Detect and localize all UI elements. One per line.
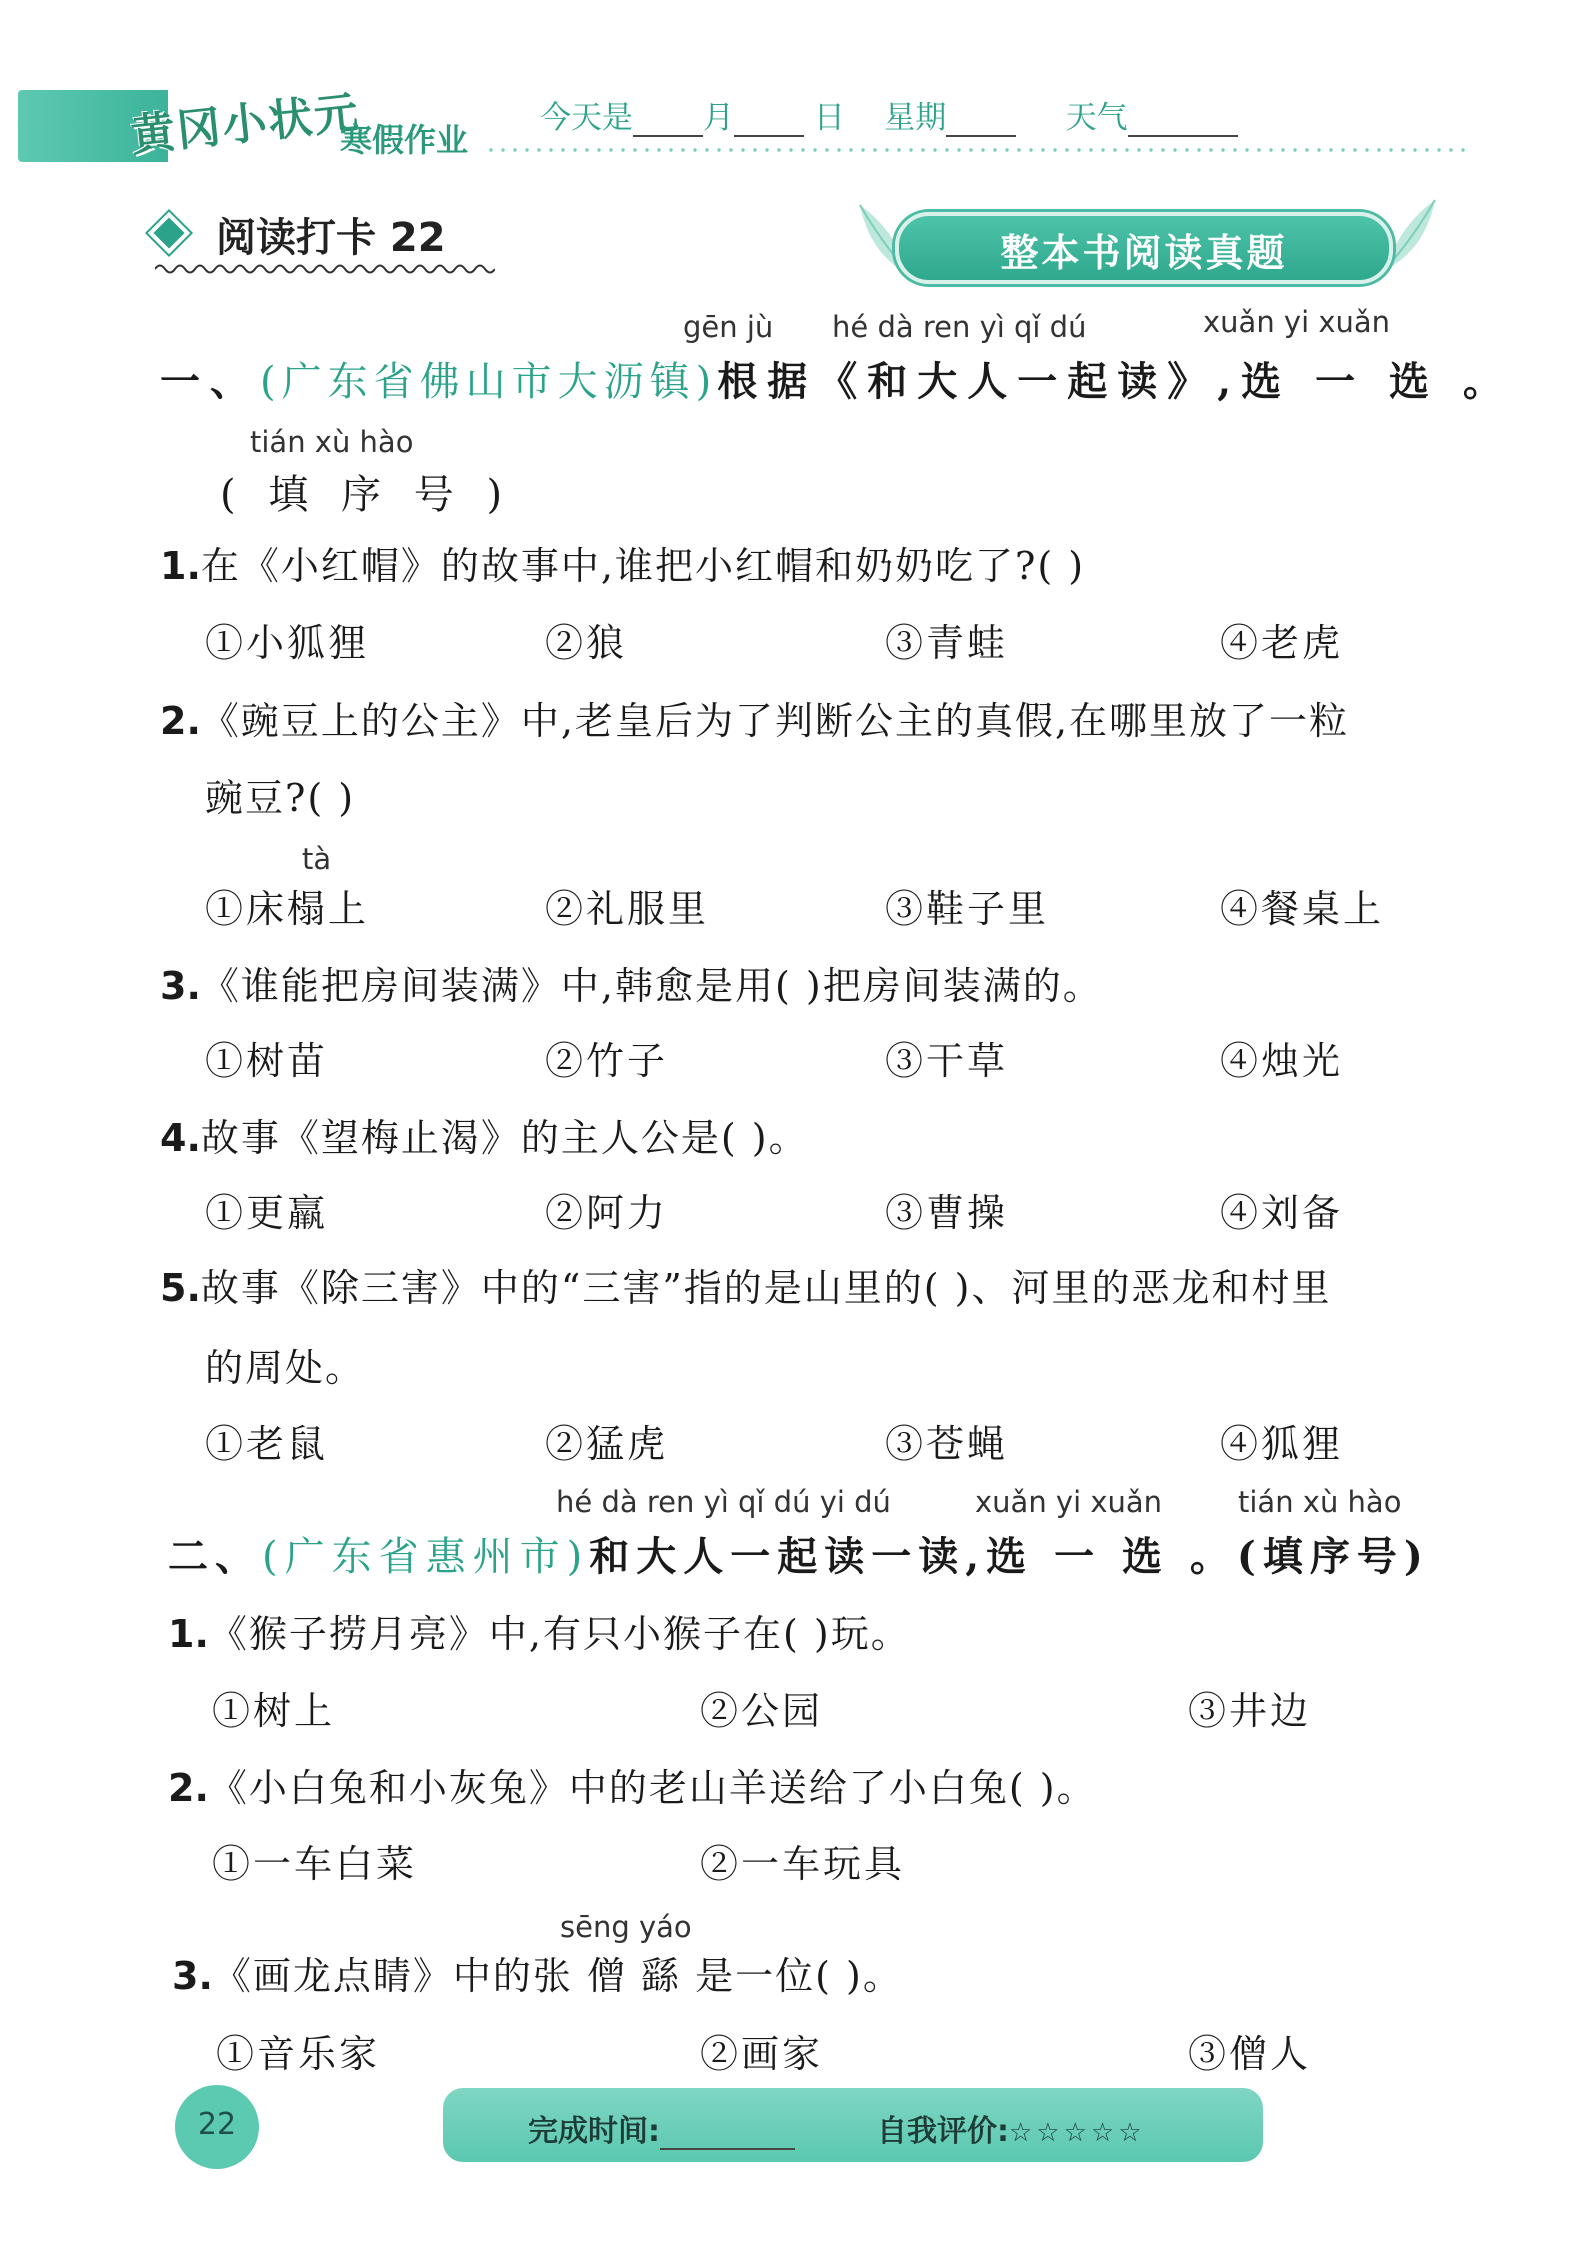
p2-q1-option-2[interactable]: ②公园 xyxy=(700,1689,824,1733)
page-number: 22 xyxy=(197,2107,237,2142)
date-label-day: 日 xyxy=(813,100,845,136)
p1-q3-option-4[interactable]: ④烛光 xyxy=(1220,1039,1344,1083)
self-rating xyxy=(877,2106,1146,2150)
part1-instruction: 根据《和大人一起读》,选 一 选 。 xyxy=(717,358,1513,405)
p2-question-1: 1.《猴子捞月亮》中,有只小猴子在( )玩。 xyxy=(168,1612,911,1656)
p2-question-2: 2.《小白兔和小灰兔》中的老山羊送给了小白兔( )。 xyxy=(168,1766,1097,1810)
wavy-underline xyxy=(155,262,495,276)
part2-prefix: 二、 xyxy=(168,1533,262,1580)
p2-q2-option-2[interactable]: ②一车玩具 xyxy=(700,1842,906,1886)
date-label-month: 月 xyxy=(703,100,734,136)
part2-heading xyxy=(168,1525,1430,1582)
rating-stars[interactable]: ☆☆☆☆☆ xyxy=(1009,2118,1146,2148)
p1-question-2-cont: 豌豆?( ) xyxy=(205,776,356,820)
p1-question-5-cont: 的周处。 xyxy=(205,1346,366,1390)
part1-instruction2: ( 填 序 号 ) xyxy=(220,472,513,518)
date-label-weather: 天气 xyxy=(1065,100,1128,136)
p2-q3-option-1[interactable]: ①音乐家 xyxy=(216,2032,381,2076)
brand-logo: 黄冈小状元 xyxy=(128,87,363,162)
p1-q5-option-2[interactable]: ②猛虎 xyxy=(545,1422,669,1466)
month-blank[interactable] xyxy=(633,135,703,137)
p1-question-4: 4.故事《望梅止渴》的主人公是( )。 xyxy=(160,1116,809,1160)
p2-question-3: 3.《画龙点睛》中的张 僧 繇 是一位( )。 xyxy=(172,1954,903,1998)
p1-q5-option-4[interactable]: ④狐狸 xyxy=(1220,1422,1344,1466)
p2-q3-option-3[interactable]: ③僧人 xyxy=(1188,2032,1312,2076)
pinyin-xuanyixuan: xuǎn yi xuǎn xyxy=(1203,305,1391,339)
pinyin-tianxuhao-2: tián xù hào xyxy=(1238,1485,1402,1519)
pinyin-xuanyixuan-2: xuǎn yi xuǎn xyxy=(975,1485,1163,1519)
p1-q5-option-3[interactable]: ③苍蝇 xyxy=(885,1422,1009,1466)
section-title: 阅读打卡 22 xyxy=(216,215,446,261)
pinyin-sengyao: sēng yáo xyxy=(560,1910,692,1944)
p1-q1-option-4[interactable]: ④老虎 xyxy=(1220,621,1344,665)
date-label-week: 星期 xyxy=(884,100,947,136)
day-blank[interactable] xyxy=(734,135,804,137)
p1-q2-option-1[interactable]: ①床榻上 xyxy=(205,887,370,931)
p1-q3-option-1[interactable]: ①树苗 xyxy=(205,1039,329,1083)
completion-time-label: 完成时间: xyxy=(528,2114,660,2149)
part2-region: (广东省惠州市) xyxy=(262,1534,590,1580)
pinyin-ta: tà xyxy=(302,842,332,876)
p1-question-5: 5.故事《除三害》中的“三害”指的是山里的( )、河里的恶龙和村里 xyxy=(160,1266,1332,1310)
p1-q1-option-2[interactable]: ②狼 xyxy=(545,621,628,665)
p1-q2-option-3[interactable]: ③鞋子里 xyxy=(885,887,1050,931)
diamond-icon xyxy=(153,217,184,248)
date-row xyxy=(540,92,1238,137)
banner-title: 整本书阅读真题 xyxy=(1000,231,1288,275)
p1-q3-option-2[interactable]: ②竹子 xyxy=(545,1039,669,1083)
pinyin-genju: gēn jù xyxy=(683,310,774,344)
pinyin-tianxuhao: tián xù hào xyxy=(250,425,414,459)
p1-q1-option-1[interactable]: ①小狐狸 xyxy=(205,621,370,665)
date-label-today: 今天是 xyxy=(540,100,633,136)
week-blank[interactable] xyxy=(946,135,1016,137)
p1-q4-option-2[interactable]: ②阿力 xyxy=(545,1191,669,1235)
p1-q3-option-3[interactable]: ③干草 xyxy=(885,1039,1009,1083)
p1-q4-option-3[interactable]: ③曹操 xyxy=(885,1191,1009,1235)
completion-time xyxy=(528,2106,795,2150)
p1-q1-option-3[interactable]: ③青蛙 xyxy=(885,621,1009,665)
part1-heading xyxy=(160,350,1513,407)
self-rating-label: 自我评价: xyxy=(877,2114,1009,2149)
part1-region: (广东省佛山市大沥镇) xyxy=(260,359,718,405)
pinyin-hedaren-2: hé dà ren yì qǐ dú yi dú xyxy=(556,1485,891,1519)
p1-question-1: 1.在《小红帽》的故事中,谁把小红帽和奶奶吃了?( ) xyxy=(160,544,1086,588)
p2-q1-option-3[interactable]: ③井边 xyxy=(1188,1689,1312,1733)
p2-q2-option-1[interactable]: ①一车白菜 xyxy=(212,1842,418,1886)
p1-question-2: 2.《豌豆上的公主》中,老皇后为了判断公主的真假,在哪里放了一粒 xyxy=(160,699,1350,743)
pinyin-hedaren: hé dà ren yì qǐ dú xyxy=(832,310,1087,344)
dotted-divider xyxy=(485,148,1470,152)
p2-q3-option-2[interactable]: ②画家 xyxy=(700,2032,824,2076)
p2-q1-option-1[interactable]: ①树上 xyxy=(212,1689,336,1733)
p1-question-3: 3.《谁能把房间装满》中,韩愈是用( )把房间装满的。 xyxy=(160,964,1103,1008)
series-title: 寒假作业 xyxy=(340,121,469,159)
completion-time-field[interactable] xyxy=(660,2118,795,2150)
p1-q2-option-2[interactable]: ②礼服里 xyxy=(545,887,710,931)
p1-q4-option-4[interactable]: ④刘备 xyxy=(1220,1191,1344,1235)
p1-q2-option-4[interactable]: ④餐桌上 xyxy=(1220,887,1385,931)
weather-blank[interactable] xyxy=(1128,135,1238,137)
p1-q4-option-1[interactable]: ①更羸 xyxy=(205,1191,329,1235)
p1-q5-option-1[interactable]: ①老鼠 xyxy=(205,1422,329,1466)
part1-prefix: 一、 xyxy=(160,358,260,405)
part2-instruction: 和大人一起读一读,选 一 选 。(填序号) xyxy=(589,1533,1430,1580)
